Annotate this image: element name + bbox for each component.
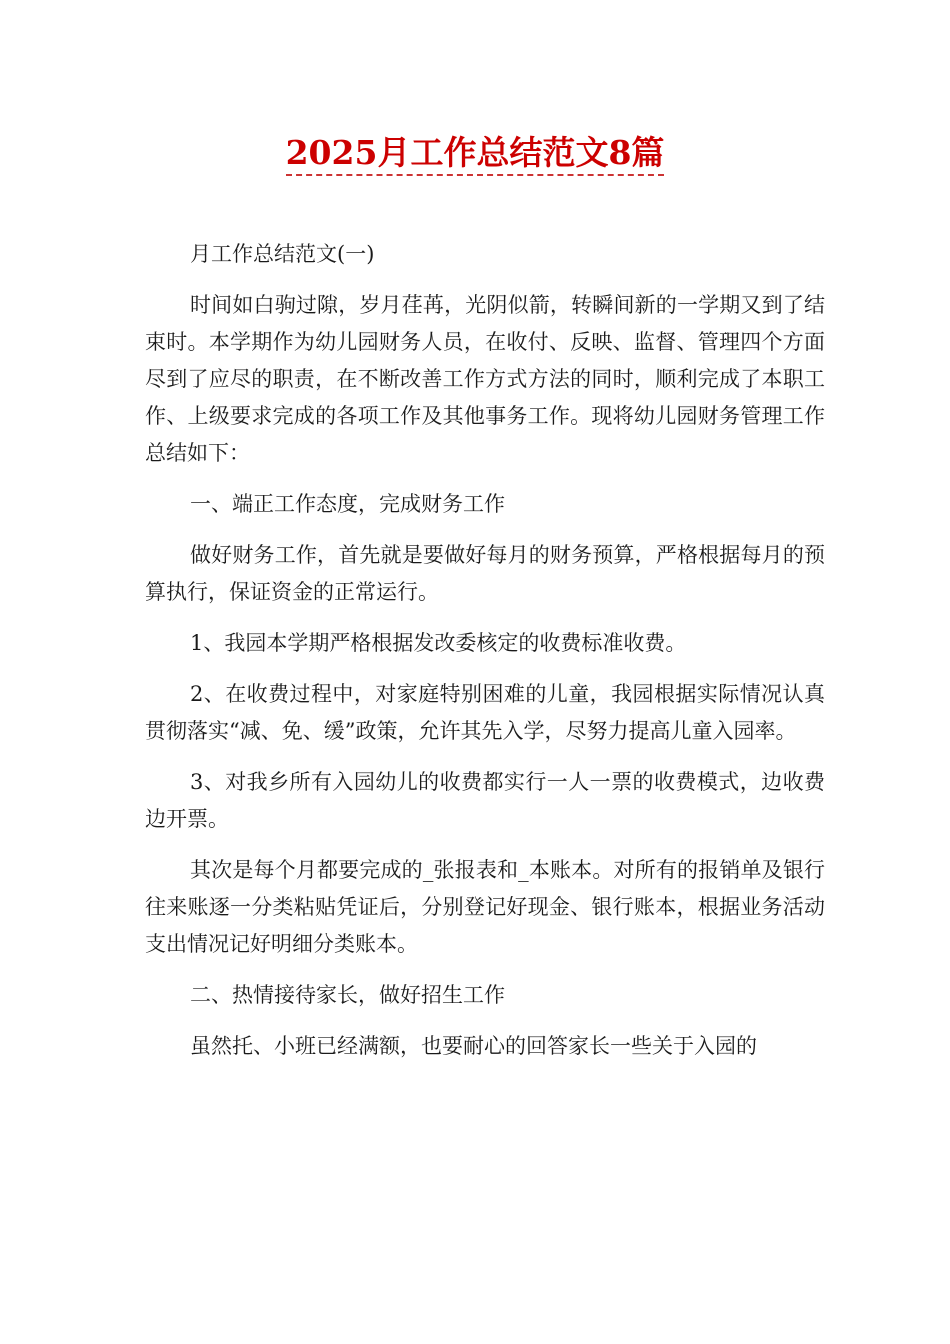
paragraph-budget: 做好财务工作，首先就是要做好每月的财务预算，严格根据每月的预算执行，保证资金的正常运行。 bbox=[145, 543, 825, 604]
list-item-2: 2、在收费过程中，对家庭特别困难的儿童，我园根据实际情况认真贯彻落实“减、免、缓”政策，允许其先入学，尽努力提高儿童入园率。 bbox=[145, 682, 825, 743]
paragraph-reports: 其次是每个月都要完成的_张报表和_本账本。对所有的报销单及银行往来账逐一分类粘贴凭证后，分别登记好现金、银行账本，根据业务活动支出情况记好明细分类账本。 bbox=[145, 858, 825, 956]
section-heading-1: 一、端正工作态度，完成财务工作 bbox=[190, 492, 505, 516]
section-subtitle: 月工作总结范文(一) bbox=[190, 242, 375, 266]
list-item-1: 1、我园本学期严格根据发改委核定的收费标准收费。 bbox=[190, 631, 687, 655]
document-body bbox=[145, 236, 825, 1079]
document-title bbox=[0, 128, 950, 178]
paragraph-intro: 时间如白驹过隙，岁月荏苒，光阴似箭，转瞬间新的一学期又到了结束时。本学期作为幼儿园财务人员，在收付、反映、监督、管理四个方面尽到了应尽的职责，在不断改善工作方式方法的同时，顺利完成了本职工作、上级要求完成的各项工作及其他事务工作。现将幼儿园财务管理工作总结如下： bbox=[145, 293, 825, 465]
section-heading-2: 二、热情接待家长，做好招生工作 bbox=[190, 983, 505, 1007]
document-title-text: 2025月工作总结范文8篇 bbox=[286, 132, 665, 176]
list-item-3: 3、对我乡所有入园幼儿的收费都实行一人一票的收费模式，边收费边开票。 bbox=[145, 770, 825, 831]
paragraph-admission: 虽然托、小班已经满额，也要耐心的回答家长一些关于入园的 bbox=[190, 1034, 757, 1058]
